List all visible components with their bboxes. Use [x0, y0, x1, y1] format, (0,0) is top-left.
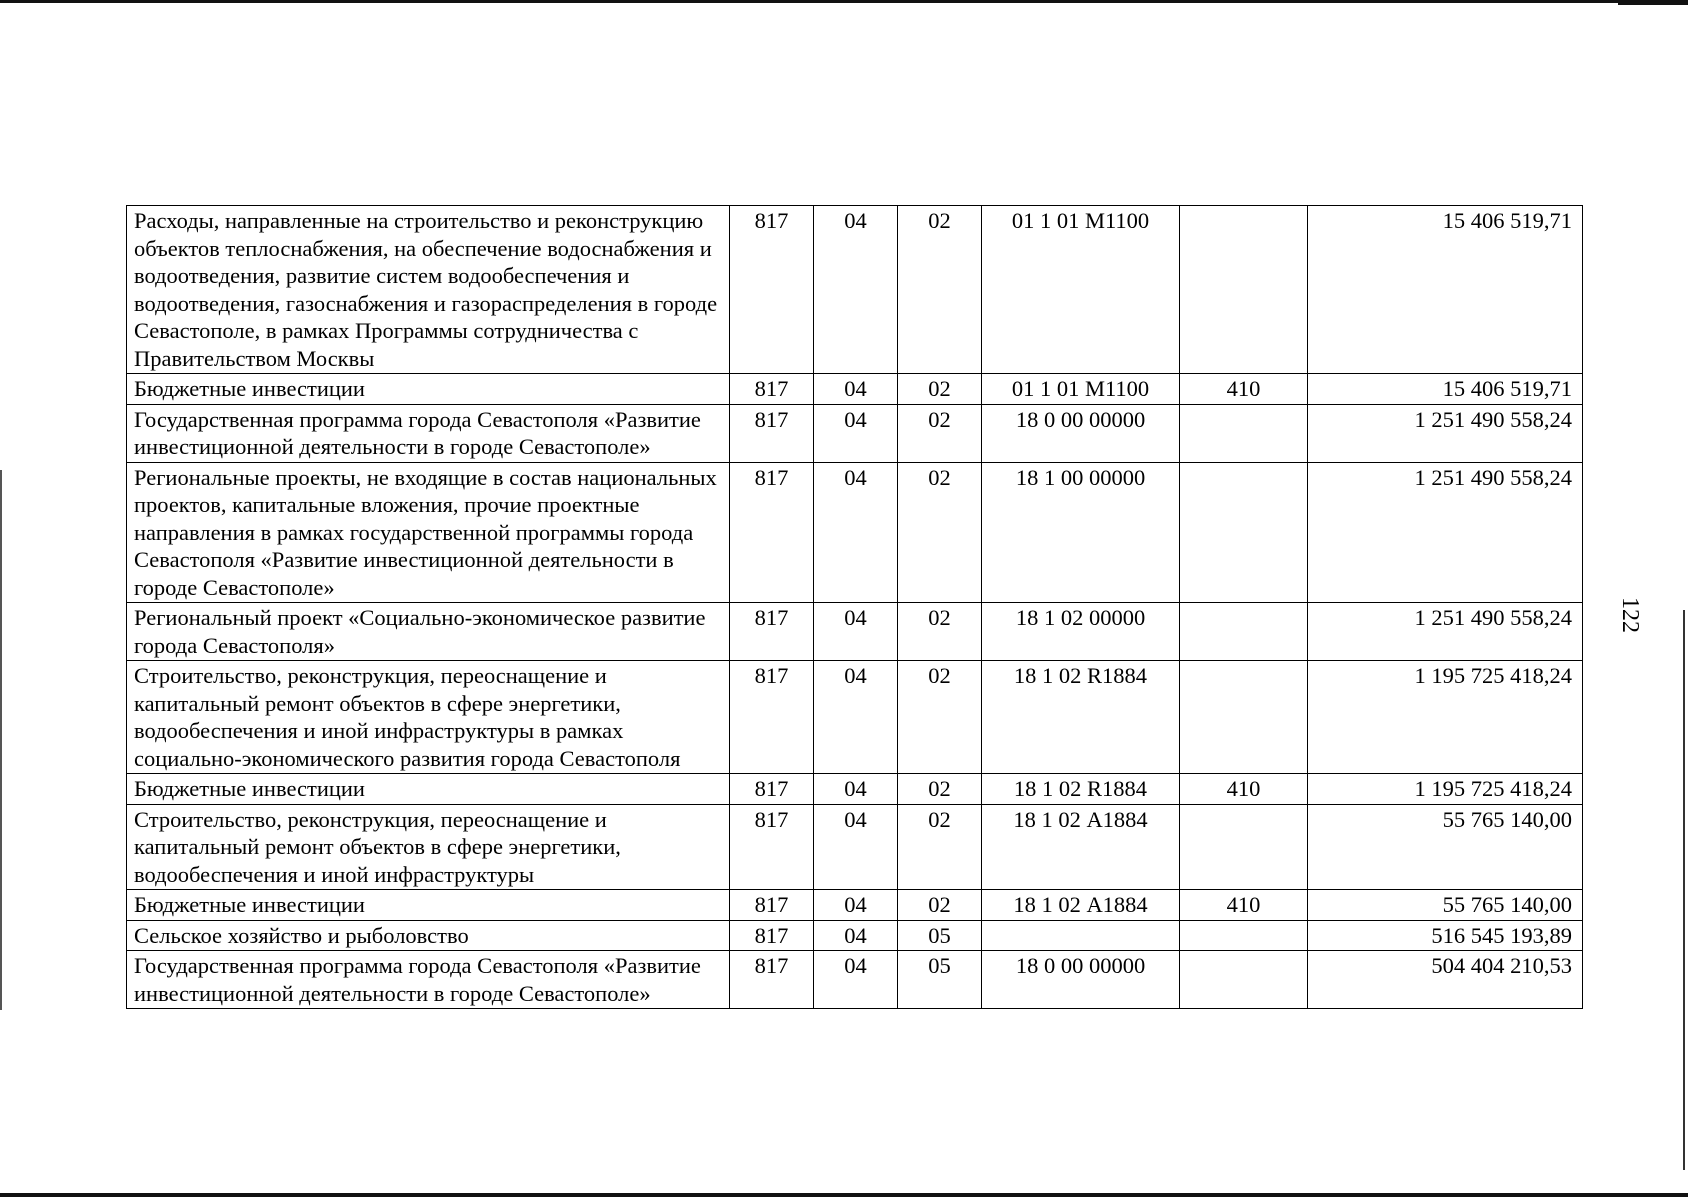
row-subsection-code: 02 — [898, 661, 982, 774]
row-section-code: 04 — [814, 951, 898, 1009]
page-number: 122 — [1617, 597, 1643, 633]
row-subsection-code: 02 — [898, 374, 982, 405]
row-subsection-code: 05 — [898, 951, 982, 1009]
row-amount: 504 404 210,53 — [1308, 951, 1583, 1009]
row-amount: 1 251 490 558,24 — [1308, 404, 1583, 462]
budget-table-body — [127, 206, 1583, 1009]
row-section-code: 04 — [814, 890, 898, 921]
row-target-item: 18 1 02 00000 — [982, 603, 1180, 661]
row-section-code: 04 — [814, 661, 898, 774]
table-row — [127, 661, 1583, 774]
row-target-item: 18 1 02 R1884 — [982, 774, 1180, 805]
row-subsection-code: 02 — [898, 206, 982, 374]
row-subsection-code: 02 — [898, 804, 982, 890]
row-ministry-code: 817 — [730, 206, 814, 374]
row-expense-type — [1180, 804, 1308, 890]
row-name: Строительство, реконструкция, переоснащение и капитальный ремонт объектов в сфере энергетики, водообеспечения и иной инфраструктуры в рамках социально-экономического развития города Севастополя — [127, 661, 730, 774]
row-ministry-code: 817 — [730, 951, 814, 1009]
row-target-item: 18 0 00 00000 — [982, 404, 1180, 462]
row-expense-type: 410 — [1180, 374, 1308, 405]
row-name: Бюджетные инвестиции — [127, 774, 730, 805]
row-expense-type — [1180, 951, 1308, 1009]
row-target-item: 18 1 02 А1884 — [982, 890, 1180, 921]
table-row — [127, 603, 1583, 661]
row-section-code: 04 — [814, 774, 898, 805]
row-name: Сельское хозяйство и рыболовство — [127, 920, 730, 951]
row-section-code: 04 — [814, 374, 898, 405]
row-expense-type: 410 — [1180, 774, 1308, 805]
scan-edge-top-right — [1618, 0, 1688, 5]
row-name: Строительство, реконструкция, переоснащение и капитальный ремонт объектов в сфере энергетики, водообеспечения и иной инфраструктуры — [127, 804, 730, 890]
row-subsection-code: 02 — [898, 890, 982, 921]
row-subsection-code: 02 — [898, 603, 982, 661]
row-expense-type: 410 — [1180, 890, 1308, 921]
row-subsection-code: 02 — [898, 462, 982, 603]
row-ministry-code: 817 — [730, 804, 814, 890]
row-amount: 55 765 140,00 — [1308, 804, 1583, 890]
row-expense-type — [1180, 661, 1308, 774]
scan-edge-top — [0, 0, 1688, 3]
table-row — [127, 374, 1583, 405]
row-name: Государственная программа города Севастополя «Развитие инвестиционной деятельности в городе Севастополе» — [127, 951, 730, 1009]
table-row — [127, 804, 1583, 890]
table-row — [127, 404, 1583, 462]
row-target-item: 18 0 00 00000 — [982, 951, 1180, 1009]
table-row — [127, 951, 1583, 1009]
row-name: Бюджетные инвестиции — [127, 374, 730, 405]
row-subsection-code: 02 — [898, 404, 982, 462]
table-row — [127, 462, 1583, 603]
row-ministry-code: 817 — [730, 661, 814, 774]
row-expense-type — [1180, 206, 1308, 374]
table-row — [127, 890, 1583, 921]
budget-table — [126, 205, 1583, 1009]
row-name: Региональные проекты, не входящие в состав национальных проектов, капитальные вложения, прочие проектные направления в рамках государственной программы города Севастополя «Развитие инвестиционной деятельности в городе Севастополе» — [127, 462, 730, 603]
row-expense-type — [1180, 462, 1308, 603]
table-row — [127, 206, 1583, 374]
row-amount: 1 251 490 558,24 — [1308, 462, 1583, 603]
row-name: Расходы, направленные на строительство и реконструкцию объектов теплоснабжения, на обеспечение водоснабжения и водоотведения, развитие систем водообеспечения и водоотведения, газоснабжения и газораспределения в городе Севастополе, в рамках Программы сотрудничества с Правительством Москвы — [127, 206, 730, 374]
row-amount: 516 545 193,89 — [1308, 920, 1583, 951]
row-subsection-code: 05 — [898, 920, 982, 951]
row-section-code: 04 — [814, 804, 898, 890]
row-ministry-code: 817 — [730, 603, 814, 661]
row-section-code: 04 — [814, 920, 898, 951]
row-ministry-code: 817 — [730, 374, 814, 405]
row-section-code: 04 — [814, 603, 898, 661]
row-expense-type — [1180, 404, 1308, 462]
row-expense-type — [1180, 920, 1308, 951]
table-row — [127, 774, 1583, 805]
row-amount: 1 195 725 418,24 — [1308, 661, 1583, 774]
row-name: Государственная программа города Севастополя «Развитие инвестиционной деятельности в городе Севастополе» — [127, 404, 730, 462]
scan-edge-left — [0, 470, 2, 1010]
row-expense-type — [1180, 603, 1308, 661]
scan-edge-right — [1683, 610, 1685, 1170]
table-row — [127, 920, 1583, 951]
row-amount: 1 195 725 418,24 — [1308, 774, 1583, 805]
row-target-item: 18 1 00 00000 — [982, 462, 1180, 603]
row-section-code: 04 — [814, 206, 898, 374]
row-target-item: 18 1 02 R1884 — [982, 661, 1180, 774]
row-ministry-code: 817 — [730, 890, 814, 921]
row-amount: 15 406 519,71 — [1308, 206, 1583, 374]
row-target-item: 01 1 01 М1100 — [982, 374, 1180, 405]
row-section-code: 04 — [814, 404, 898, 462]
row-target-item: 18 1 02 А1884 — [982, 804, 1180, 890]
row-name: Бюджетные инвестиции — [127, 890, 730, 921]
row-ministry-code: 817 — [730, 462, 814, 603]
row-section-code: 04 — [814, 462, 898, 603]
row-target-item — [982, 920, 1180, 951]
row-subsection-code: 02 — [898, 774, 982, 805]
row-target-item: 01 1 01 М1100 — [982, 206, 1180, 374]
row-amount: 1 251 490 558,24 — [1308, 603, 1583, 661]
row-ministry-code: 817 — [730, 920, 814, 951]
row-ministry-code: 817 — [730, 774, 814, 805]
row-amount: 15 406 519,71 — [1308, 374, 1583, 405]
row-amount: 55 765 140,00 — [1308, 890, 1583, 921]
row-name: Региональный проект «Социально-экономическое развитие города Севастополя» — [127, 603, 730, 661]
row-ministry-code: 817 — [730, 404, 814, 462]
scan-edge-bottom — [0, 1193, 1688, 1197]
